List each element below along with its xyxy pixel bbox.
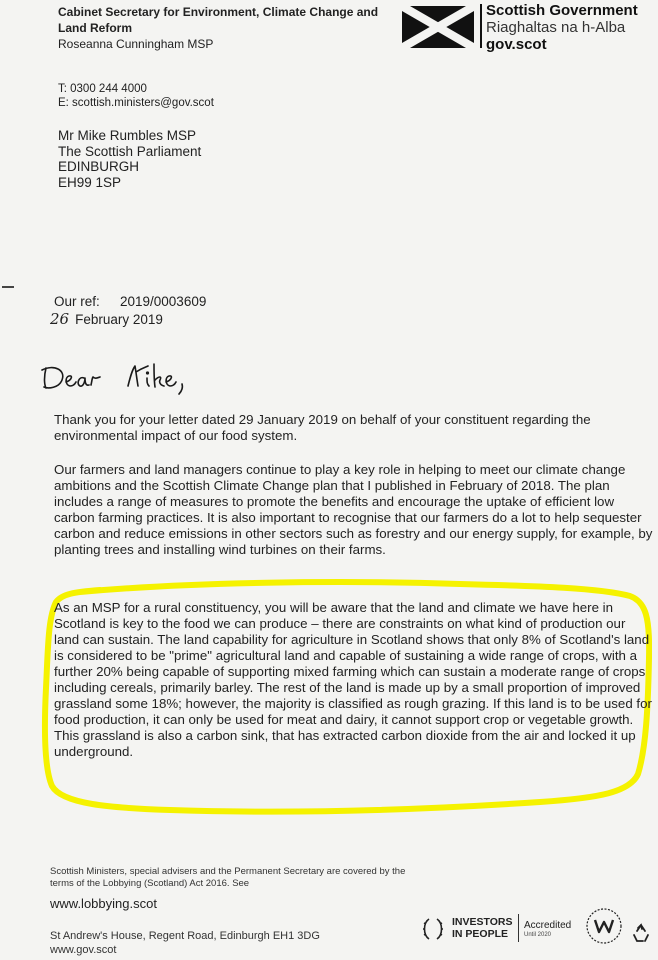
sender-name: Roseanna Cunningham MSP [58, 37, 214, 51]
accredited-until: Until 2020 [524, 932, 552, 938]
reference-label: Our ref: [54, 294, 100, 309]
body-paragraph-2: Our farmers and land managers continue to play a key role in helping to meet our climate change ambitions and the Scottish Climate Change plan that I published in February of 2018. The plan includes a range of measures to promote the benefits and encourage the uptake of efficient low carbon farming practices. It is also important to recognise that our farmers do a lot to help sequester carbon and reduce emissions in other sectors such as forestry and our energy supply, for example, by planting trees and installing wind turbines on their farms. [54, 462, 653, 557]
contact-email: E: scottish.ministers@gov.scot [58, 97, 214, 109]
iip-text [452, 916, 513, 940]
sender-title: Cabinet Secretary for Environment, Climate Change and Land Reform [58, 5, 379, 35]
reference-line [54, 294, 206, 310]
letter-date [50, 311, 163, 328]
gov-name: Scottish Government [486, 2, 638, 19]
recycle-icon [630, 922, 652, 944]
gov-site: gov.scot [486, 36, 547, 53]
gov-link[interactable]: www.gov.scot [50, 944, 117, 956]
accredited-label: Accredited [524, 920, 572, 931]
logo-text [486, 2, 638, 53]
gov-name-gaelic: Riaghaltas na h-Alba [486, 19, 626, 36]
investors-in-people-logo [418, 914, 518, 946]
reference-value: 2019/0003609 [120, 294, 207, 309]
recipient-line: Mr Mike Rumbles MSP [58, 128, 197, 143]
scottish-government-logo [398, 0, 656, 56]
lobbying-note: Scottish Ministers, special advisers and the Permanent Secretary are covered by the terms of the Lobbying (Scotland) Act 2016. See [50, 866, 406, 889]
contact-block [58, 82, 214, 110]
recipient-address [58, 128, 201, 190]
contact-phone: T: 0300 244 4000 [58, 83, 147, 95]
logo-divider [480, 4, 482, 48]
handwritten-salutation [40, 358, 240, 398]
iip-line: INVESTORS [452, 916, 513, 928]
body-paragraph-3: As an MSP for a rural constituency, you will be aware that the land and climate we have here in Scotland is key to the food we can produce – there are constraints on what kind of production our land can sustain. The land capability for agriculture in Scotland shows that only 8% of Scotland's land is considered to be "prime" agricultural land and capable of sustaining a wide range of crops, with a further 20% being capable of supporting mixed farming which can sustain a moderate range of crops including cereals, primarily barley. The rest of the land is made up by a small proportion of improved grassland some 18%; however, the majority is classified as rough grazing. If this land is to be used for food production, it can only be used for meat and dairy, it cannot support crop or vegetable growth. This grassland is also a carbon sink, that has extracted carbon dioxide from the air and locked it up underground. [54, 600, 652, 759]
body-paragraph-1: Thank you for your letter dated 29 January 2019 on behalf of your constituent regarding the environmental impact of our food system. [54, 412, 591, 443]
date-month-year: February 2019 [75, 312, 163, 327]
saltire-flag-icon [402, 6, 474, 48]
sender-block [58, 4, 398, 52]
handwritten-day: 26 [50, 310, 70, 328]
recipient-line: EH99 1SP [58, 174, 122, 190]
office-address: St Andrew's House, Regent Road, Edinburgh EH1 3DG [50, 930, 320, 942]
recipient-line: EDINBURGH [58, 159, 140, 174]
iip-line: IN PEOPLE [452, 928, 509, 940]
accreditation-divider [518, 914, 519, 942]
fold-mark [2, 286, 14, 288]
lobbying-link[interactable]: www.lobbying.scot [50, 896, 157, 911]
accreditation [518, 914, 582, 946]
award-badge-icon [584, 906, 624, 946]
laurel-wreath-icon [420, 916, 446, 942]
recipient-line: The Scottish Parliament [58, 143, 202, 159]
